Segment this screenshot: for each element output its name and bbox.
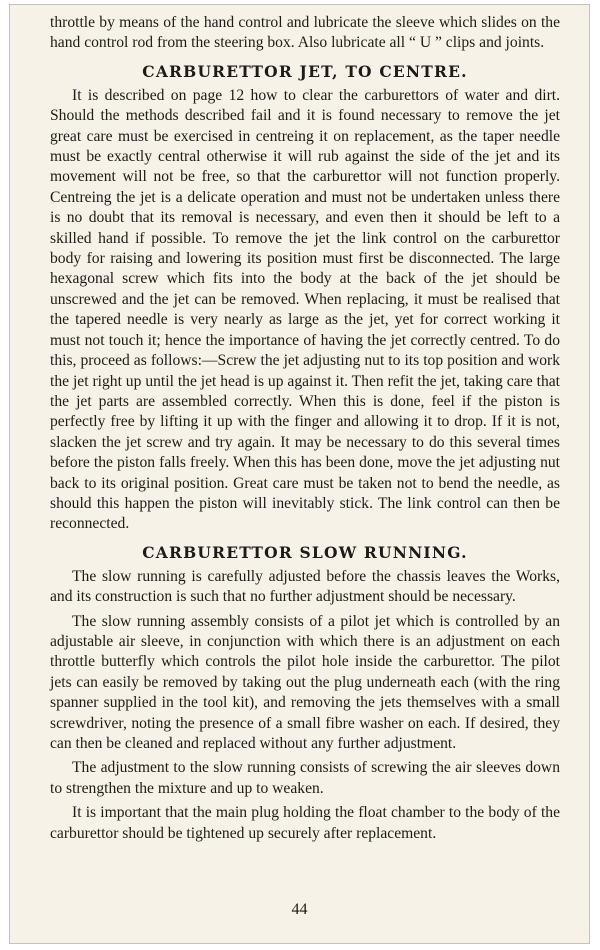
jet-centre-paragraph: It is described on page 12 how to clear the carburettors of water and dirt. Should the methods described fail and it is found necessary to remove the jet great care must be exercised in centreing it on replacement, as the taper needle must be exactly central otherwise it will rub against the side of the jet and its movement will not be free, so that the carburettor will not function properly. Centreing the jet is a delicate operation and must not be undertaken unless there is no doubt that its removal is necessary, and even then it should be left to a skilled hand if possible. To remove the jet the link control on the carburettor body for raising and lowering its position must first be disconnected. The large hexagonal screw which fits into the body at the back of the jet should be unscrewed and the jet can be removed. When replacing, it must be realised that the tapered needle is very nearly as large as the jet, yet for correct working it must not touch it; hence the importance of having the jet correctly centred. To do this, proceed as follows:—Screw the jet adjusting nut to its top position and work the jet right up until the jet head is up against it. Then refit the jet, taking care that the jet parts are assembled correctly. When this is done, feel if the piston is perfectly free by lifting it up with the finger and allowing it to drop. If it is not, slacken the jet screw and try again. It may be necessary to do this several times before the piston falls freely. When this has been done, move the jet adjusting nut back to its original position. Great care must be taken not to bend the needle, as should this happen the piston will inevitably stick. The link control can then be reconnected. <box>50 86 560 533</box>
section-heading-slow-running: CARBURETTOR SLOW RUNNING. <box>142 542 468 562</box>
slow-running-paragraph-3: The adjustment to the slow running consists of screwing the air sleeves down to strengthen the mixture and up to weaken. <box>50 759 560 797</box>
manual-page <box>9 4 590 944</box>
page-body <box>50 13 560 844</box>
section-heading-jet-centre: CARBURETTOR JET, TO CENTRE. <box>142 61 468 81</box>
page-number: 44 <box>291 901 308 918</box>
slow-running-paragraph-2: The slow running assembly consists of a pilot jet which is controlled by an adjustable air sleeve, in conjunction with which there is an adjustment on each throttle butterfly which controls the pilot hole inside the carburettor. The pilot jets can easily be removed by taking out the plug underneath each (with the ring spanner supplied in the tool kit), and removing the jets themselves with a small screwdriver, noting the presence of a small fibre washer on each. If desired, they can then be cleaned and replaced without any further adjustment. <box>50 612 560 752</box>
slow-running-paragraph-1: The slow running is carefully adjusted before the chassis leaves the Works, and its construction is such that no further adjustment should be necessary. <box>50 567 560 606</box>
slow-running-paragraph-4: It is important that the main plug holding the float chamber to the body of the carburettor should be tightened up securely after replacement. <box>50 804 560 842</box>
intro-paragraph: throttle by means of the hand control and lubricate the sleeve which slides on the hand control rod from the steering box. Also lubricate all “ U ” clips and joints. <box>50 14 560 52</box>
